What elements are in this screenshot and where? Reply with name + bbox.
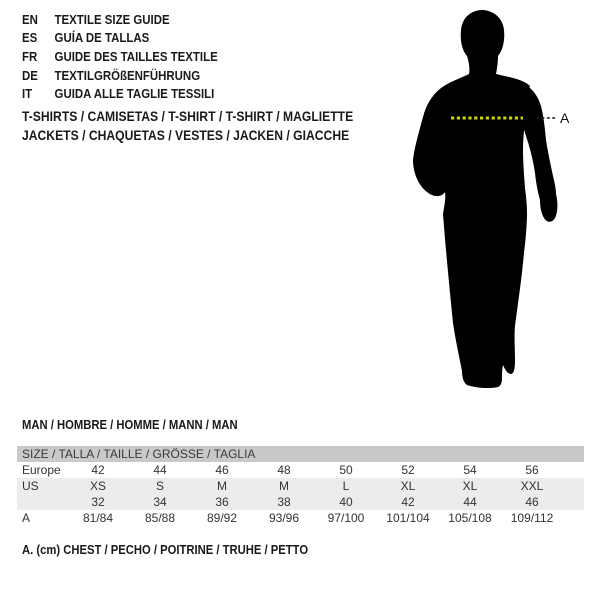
language-code: ES bbox=[22, 30, 38, 46]
row-label: Europe bbox=[22, 463, 61, 477]
size-cell: 97/100 bbox=[327, 511, 365, 525]
size-cell: 42 bbox=[401, 495, 415, 509]
size-cell: 93/96 bbox=[268, 511, 300, 525]
man-body bbox=[413, 10, 530, 388]
size-cell: S bbox=[155, 479, 164, 493]
size-cell: XS bbox=[89, 479, 106, 493]
size-cell: L bbox=[342, 479, 350, 493]
language-code: DE bbox=[22, 67, 38, 83]
section-title-man: MAN / HOMBRE / HOMME / MANN / MAN bbox=[22, 418, 238, 432]
size-cell: 44 bbox=[153, 463, 167, 477]
size-cell: 50 bbox=[339, 463, 353, 477]
language-code: FR bbox=[22, 48, 38, 64]
size-cell: 42 bbox=[91, 463, 105, 477]
size-cell: 32 bbox=[91, 495, 105, 509]
language-label: GUIDE DES TAILLES TEXTILE bbox=[54, 48, 218, 64]
size-cell: 46 bbox=[215, 463, 229, 477]
man-silhouette bbox=[405, 8, 580, 398]
language-row-es bbox=[22, 29, 218, 48]
language-row-de bbox=[22, 66, 218, 85]
size-cell: 105/108 bbox=[448, 511, 492, 525]
size-cell: 56 bbox=[525, 463, 539, 477]
size-cell: XL bbox=[462, 479, 478, 493]
size-cell: 85/88 bbox=[144, 511, 176, 525]
size-cell: 46 bbox=[525, 495, 539, 509]
size-cell: XXL bbox=[520, 479, 544, 493]
size-cell: 89/92 bbox=[206, 511, 238, 525]
table-row-chest-a bbox=[17, 510, 584, 526]
language-row-en bbox=[22, 10, 218, 29]
language-code: IT bbox=[22, 86, 33, 102]
language-label: GUIDA ALLE TAGLIE TESSILI bbox=[54, 86, 215, 102]
size-table-header: SIZE / TALLA / TAILLE / GRÖSSE / TAGLIA bbox=[17, 446, 584, 462]
measure-label-a: A bbox=[560, 110, 570, 126]
size-cell: 52 bbox=[401, 463, 415, 477]
size-cell: M bbox=[217, 479, 227, 493]
row-label bbox=[17, 494, 67, 510]
size-cell: 36 bbox=[215, 495, 229, 509]
size-cell: 48 bbox=[277, 463, 291, 477]
language-label: TEXTILGRÖßENFÜHRUNG bbox=[54, 67, 201, 83]
language-code: EN bbox=[22, 11, 38, 27]
size-cell: 101/104 bbox=[386, 511, 430, 525]
size-table bbox=[17, 446, 584, 526]
size-cell: 54 bbox=[463, 463, 477, 477]
row-label: A bbox=[22, 511, 31, 525]
chest-footnote: A. (cm) CHEST / PECHO / POITRINE / TRUHE / PETTO bbox=[22, 543, 309, 557]
language-row-fr bbox=[22, 47, 218, 66]
size-cell: M bbox=[279, 479, 289, 493]
language-label: GUÍA DE TALLAS bbox=[54, 30, 150, 46]
language-list bbox=[22, 10, 244, 103]
language-row-it bbox=[22, 84, 218, 103]
table-row-europe bbox=[17, 462, 584, 478]
size-cell: 81/84 bbox=[82, 511, 114, 525]
size-cell: XL bbox=[400, 479, 416, 493]
category-tshirts: T-SHIRTS / CAMISETAS / T-SHIRT / T-SHIRT / MAGLIETTE bbox=[22, 109, 354, 124]
garment-categories bbox=[22, 107, 390, 145]
size-cell: 38 bbox=[277, 495, 291, 509]
size-cell: 109/112 bbox=[510, 511, 554, 525]
size-cell: 40 bbox=[339, 495, 353, 509]
table-row-us-numeric bbox=[17, 494, 584, 510]
table-row-us bbox=[17, 478, 584, 494]
size-cell: 44 bbox=[463, 495, 477, 509]
size-cell: 34 bbox=[153, 495, 167, 509]
row-label: US bbox=[22, 479, 39, 493]
language-label: TEXTILE SIZE GUIDE bbox=[54, 11, 170, 27]
category-jackets: JACKETS / CHAQUETAS / VESTES / JACKEN / GIACCHE bbox=[22, 128, 350, 143]
